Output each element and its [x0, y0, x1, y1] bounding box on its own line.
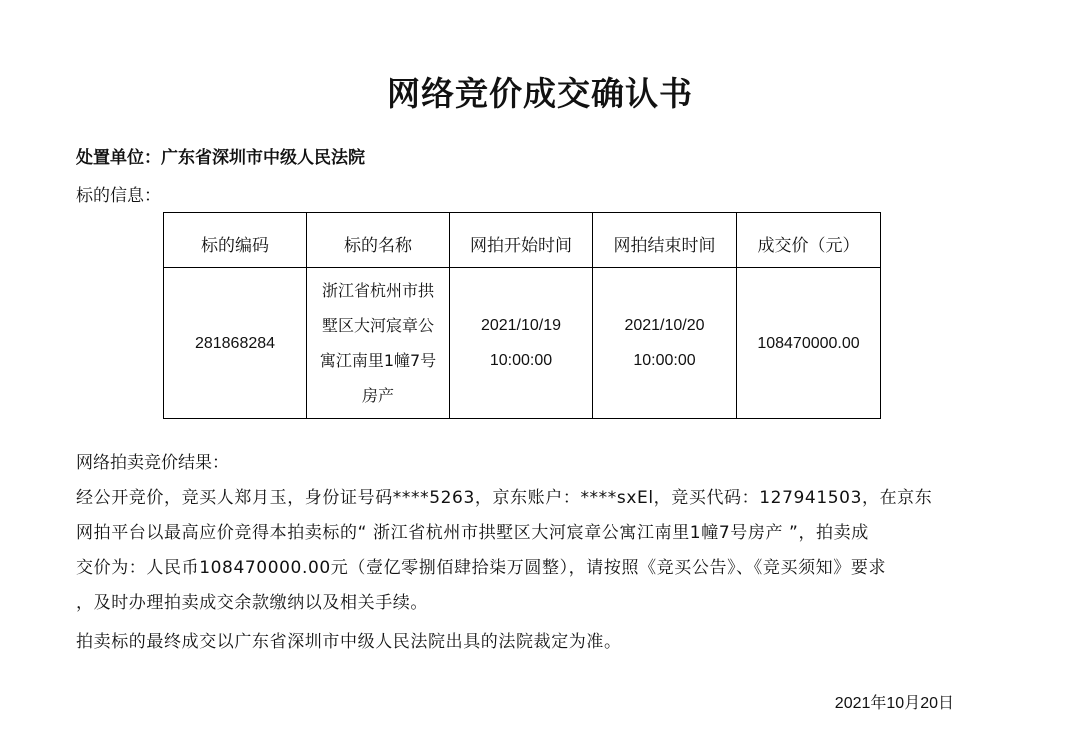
cell-name-line: 房产 — [361, 386, 394, 405]
header-start-time: 网拍开始时间 — [450, 213, 593, 268]
cell-start-clock: 10:00:00 — [489, 352, 553, 369]
disposal-unit — [76, 143, 365, 168]
cell-name-line: 浙江省杭州市拱 — [321, 281, 434, 300]
document-title: 网络竞价成交确认书 — [387, 74, 693, 113]
document-date: 2021年10月20日 — [834, 695, 954, 712]
result-paragraph — [76, 481, 976, 621]
cell-price: 108470000.00 — [737, 268, 881, 419]
header-name: 标的名称 — [307, 213, 450, 268]
cell-start-date: 2021/10/19 — [480, 317, 562, 334]
disposal-unit-value: 广东省深圳市中级人民法院 — [161, 148, 365, 168]
cell-name-line: 寓江南里1幢7号 — [319, 351, 437, 370]
table-header-row — [164, 213, 881, 268]
target-info-table — [163, 212, 881, 419]
cell-end-date: 2021/10/20 — [624, 317, 705, 334]
cell-end-time — [593, 268, 737, 419]
final-note-text: 拍卖标的最终成交以广东省深圳市中级人民法院出具的法院裁定为准。 — [76, 632, 622, 652]
cell-name — [307, 268, 450, 419]
header-end-time: 网拍结束时间 — [593, 213, 737, 268]
result-label: 网络拍卖竞价结果： — [76, 453, 229, 473]
final-note — [76, 625, 976, 660]
cell-start-time — [450, 268, 593, 419]
header-code: 标的编码 — [164, 213, 307, 268]
paragraph-line: ，及时办理拍卖成交余款缴纳以及相关手续。 — [76, 593, 428, 613]
target-info-label: 标的信息： — [76, 186, 161, 206]
disposal-unit-label: 处置单位： — [76, 148, 161, 168]
paragraph-line: 经公开竞价，竞买人郑月玉，身份证号码****5263，京东账户：****sxEl，竞买代码：127941503，在京东 — [76, 488, 933, 508]
cell-name-line: 墅区大河宸章公 — [321, 316, 434, 335]
table-row — [164, 268, 881, 419]
cell-end-clock: 10:00:00 — [633, 352, 696, 369]
cell-code: 281868284 — [164, 268, 307, 419]
paragraph-line: 交价为：人民币108470000.00元（壹亿零捌佰肆拾柒万圆整），请按照《竞买公告》、《竞买须知》要求 — [76, 558, 887, 578]
header-price: 成交价（元） — [737, 213, 881, 268]
paragraph-line: 网拍平台以最高应价竞得本拍卖标的“ 浙江省杭州市拱墅区大河宸章公寓江南里1幢7号房产 ”，拍卖成 — [76, 523, 869, 543]
